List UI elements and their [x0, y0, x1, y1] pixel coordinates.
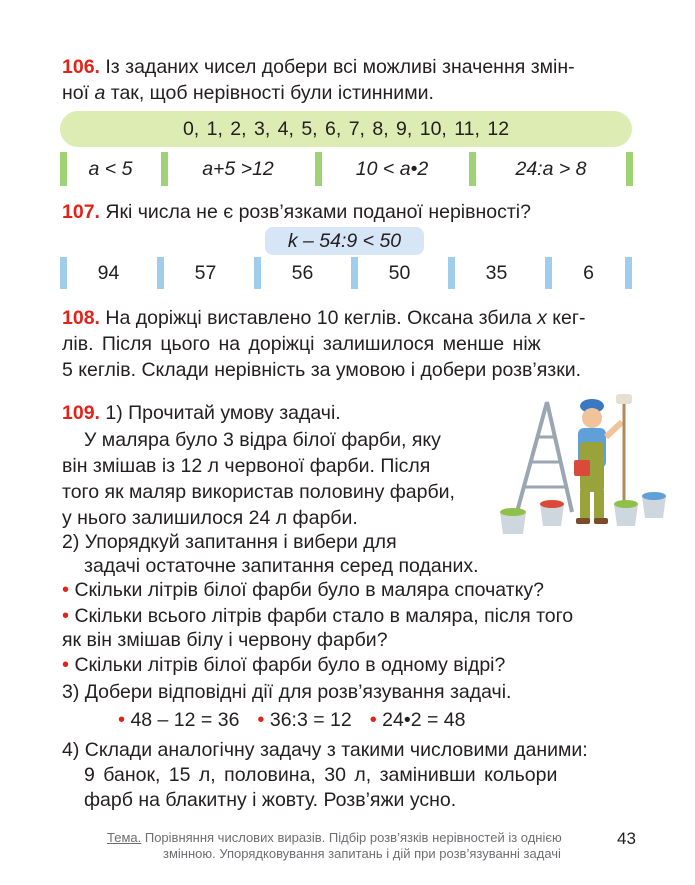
bullet-icon: • [62, 654, 70, 676]
step-4-line-3: фарб на блакитну і жовту. Розв’яжи усно. [84, 789, 457, 811]
question-3-text: Скільки літрів білої фарби було в одному відрі? [74, 654, 506, 676]
question-1 [62, 578, 544, 602]
question-2 [62, 604, 573, 628]
inequality-cell [315, 152, 469, 186]
step-2-line-2: задачі остаточне запитання серед поданих. [84, 555, 479, 577]
inequality-cell [60, 152, 161, 186]
value-6: 6 [583, 261, 594, 284]
number-strip-values: 0, 1, 2, 3, 4, 5, 6, 7, 8, 9, 10, 11, 12 [182, 117, 510, 140]
equation-2 [257, 709, 351, 732]
bullet-icon: • [257, 709, 265, 731]
value-cell [157, 257, 254, 289]
inequality-cell [469, 152, 633, 186]
values-row [60, 257, 632, 289]
task-107-number: 107. [62, 201, 100, 223]
task-108-number: 108. [62, 307, 100, 329]
value-cell [60, 257, 157, 289]
footer-topic-label: Тема. [107, 830, 142, 845]
bullet-icon: • [62, 605, 70, 627]
task-106-line-2 [62, 81, 434, 105]
question-1-text: Скільки літрів білої фарби було в маляра спочатку? [74, 579, 544, 601]
story-line: він змішав із 12 л червоної фарби. Після [62, 455, 431, 477]
value-cell [545, 257, 632, 289]
task-107-inequality: k – 54:9 < 50 [287, 229, 402, 252]
step-2-line-1: 2) Упорядкуй запитання і вибери для [62, 531, 397, 553]
equation-1 [118, 709, 239, 732]
task-109-number: 109. [62, 402, 100, 424]
task-107-text: Які числа не є розв’язками поданої нерівності? [105, 201, 531, 223]
step-4-line-1: 4) Склади аналогічну задачу з такими числовими даними: [62, 739, 588, 761]
task-106-line-1 [62, 55, 575, 79]
equation-3-text: 24•2 = 48 [382, 709, 466, 731]
value-5: 35 [485, 261, 508, 284]
inequality-3: 10 < a•2 [355, 157, 429, 180]
value-1: 94 [97, 261, 120, 284]
inequality-row [60, 152, 633, 186]
equations-row [118, 709, 465, 732]
question-2-text: Скільки всього літрів фарби стало в маляра, після того [74, 605, 574, 627]
task-106-text-2b: так, щоб нерівності були істинними. [105, 82, 434, 104]
task-108-line-1 [62, 306, 585, 330]
footer-line-1 [107, 830, 607, 846]
task-106-text-2a: ної [62, 82, 95, 104]
footer-text-1: Порівняння числових виразів. Підбір розв’язків нерівностей із однією [141, 830, 562, 845]
task-106-text-1: Із заданих чисел добери всі можливі значення змін- [105, 56, 575, 78]
story-line: того як маляр використав половину фарби, [62, 481, 455, 503]
story-line: у нього залишилося 24 л фарби. [62, 507, 358, 529]
step-3: 3) Добери відповідні дії для розв’язування задачі. [62, 681, 512, 703]
equation-1-text: 48 – 12 = 36 [130, 709, 240, 731]
bullet-icon: • [118, 709, 126, 731]
task-109-step-1: 1) Прочитай умову задачі. [105, 402, 341, 424]
task-108-variable: x [537, 307, 547, 329]
task-108-text-1a: На доріжці виставлено 10 кеглів. Оксана збила [105, 307, 538, 329]
value-cell [351, 257, 448, 289]
page-number: 43 [617, 829, 636, 848]
value-3: 56 [291, 261, 314, 284]
inequality-1: a < 5 [88, 157, 133, 180]
task-106-number: 106. [62, 56, 100, 78]
footer-line-2: змінною. Упорядковування запитань і дій при розв’язуванні задачі [163, 846, 561, 861]
inequality-4: 24:a > 8 [515, 157, 587, 180]
bullet-icon: • [369, 709, 377, 731]
question-2-cont: як він змішав білу і червону фарби? [62, 629, 388, 651]
task-106-variable: a [94, 82, 106, 104]
task-107-line [62, 200, 531, 224]
inequality-cell [161, 152, 315, 186]
equation-3 [370, 709, 466, 732]
task-109-line-1 [62, 401, 341, 425]
value-4: 50 [388, 261, 411, 284]
equation-2-text: 36:3 = 12 [269, 709, 352, 731]
bullet-icon: • [62, 579, 70, 601]
ladder-icon [517, 402, 572, 512]
number-strip [60, 111, 632, 147]
value-cell [254, 257, 351, 289]
inequality-2: a+5 >12 [202, 157, 274, 180]
painter-illustration [492, 392, 672, 542]
task-108-text-1b: кег- [546, 307, 586, 329]
question-3 [62, 653, 505, 677]
task-107-inequality-box [265, 227, 424, 255]
value-cell [448, 257, 545, 289]
page-footer [107, 830, 607, 862]
step-4-line-2: 9 банок, 15 л, половина, 30 л, замінивши кольори [84, 764, 558, 786]
task-108-line-3: 5 кеглів. Склади нерівність за умовою і добери розв’язки. [62, 359, 582, 381]
task-108-line-2: лів. Після цього на доріжці залишилося менше ніж [62, 333, 541, 355]
story-line: У маляра було 3 відра білої фарби, яку [84, 429, 441, 451]
value-2: 57 [194, 261, 217, 284]
